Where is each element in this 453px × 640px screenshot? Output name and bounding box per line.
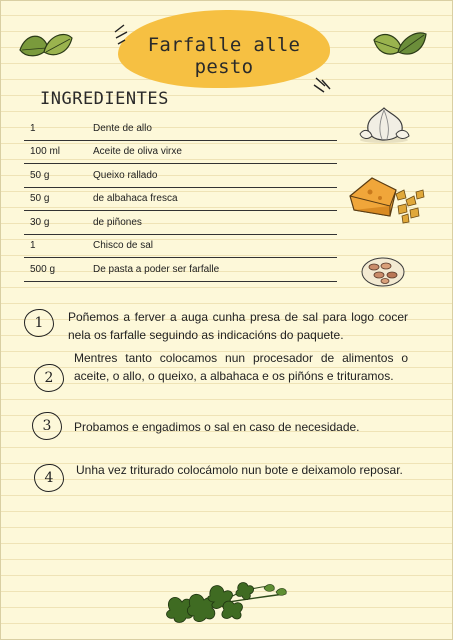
ingredient-name: Queixo rallado bbox=[93, 164, 337, 188]
ingredient-row bbox=[24, 140, 337, 164]
leaf-icon bbox=[18, 28, 74, 64]
step-1-number: 1 bbox=[24, 309, 54, 337]
garlic-icon bbox=[356, 104, 412, 144]
ingredient-qty: 500 g bbox=[24, 258, 93, 282]
step-4-text: Unha vez triturado colocámolo nun bote e deixamolo reposar. bbox=[76, 463, 403, 477]
step-4-number: 4 bbox=[34, 464, 64, 492]
cheese-icon bbox=[346, 170, 428, 226]
pine-nuts-icon bbox=[360, 254, 406, 288]
title-accent-icon bbox=[312, 76, 334, 96]
ingredient-name: De pasta a poder ser farfalle bbox=[93, 258, 337, 282]
basil-sprig-icon bbox=[160, 566, 290, 628]
ingredients-heading: INGREDIENTES bbox=[40, 89, 169, 109]
ingredient-row bbox=[24, 234, 337, 258]
ingredient-name: de piñones bbox=[93, 211, 337, 235]
ingredient-name: Dente de allo bbox=[93, 117, 337, 140]
ingredient-name: Chisco de sal bbox=[93, 234, 337, 258]
ingredient-qty: 50 g bbox=[24, 187, 93, 211]
ingredients-table bbox=[24, 117, 337, 282]
ingredient-row bbox=[24, 117, 337, 140]
ingredient-row bbox=[24, 211, 337, 235]
step-3-number: 3 bbox=[32, 412, 62, 440]
ingredient-qty: 50 g bbox=[24, 164, 93, 188]
step-2-number: 2 bbox=[34, 364, 64, 392]
step-2-text: Mentres tanto colocamos nun procesador de alimentos o aceite, o allo, o queixo, a albahaca e os piñóns e trituramos. bbox=[74, 351, 408, 383]
ingredient-qty: 1 bbox=[24, 234, 93, 258]
ingredient-name: Aceite de oliva virxe bbox=[93, 140, 337, 164]
ingredient-qty: 30 g bbox=[24, 211, 93, 235]
recipe-title: Farfalle alle pesto bbox=[147, 34, 301, 78]
ingredient-row bbox=[24, 164, 337, 188]
ingredient-row bbox=[24, 258, 337, 282]
step-3-text: Probamos e engadimos o sal en caso de necesidade. bbox=[74, 420, 360, 434]
ingredient-name: de albahaca fresca bbox=[93, 187, 337, 211]
ingredient-row bbox=[24, 187, 337, 211]
leaf-icon bbox=[372, 28, 428, 64]
ingredient-qty: 100 ml bbox=[24, 140, 93, 164]
step-1-text: Poñemos a ferver a auga cunha presa de sal para logo cocer nela os farfalle seguindo as indicacións do paquete. bbox=[68, 310, 408, 342]
ingredient-qty: 1 bbox=[24, 117, 93, 140]
